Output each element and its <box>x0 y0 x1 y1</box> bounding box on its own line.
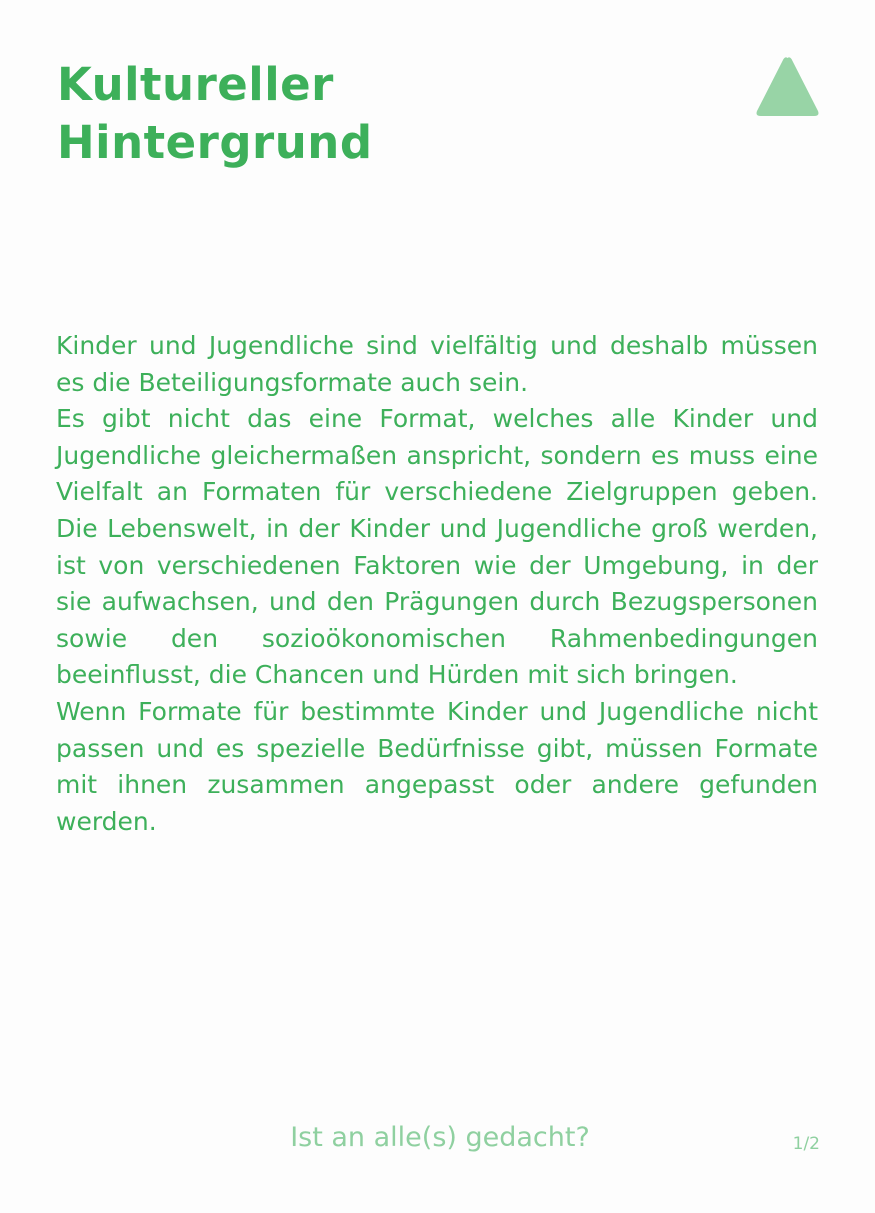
body-paragraph-1: Kinder und Jugendliche sind vielfältig und deshalb müssen es die Beteiligungsformate auch sein. <box>56 331 818 397</box>
triangle-icon <box>754 55 821 118</box>
page-indicator: 1/2 <box>792 1134 820 1154</box>
footer-question: Ist an alle(s) gedacht? <box>290 1122 590 1153</box>
card-title-line-2: Hintergrund <box>57 116 373 169</box>
body-paragraph-3: Wenn Formate für bestimmte Kinder und Jugendliche nicht passen und es spezielle Bedürfnisse gibt, müssen Formate mit ihnen zusammen angepasst oder andere gefunden werden. <box>56 696 818 836</box>
card-body <box>56 328 818 840</box>
body-paragraph-2: Es gibt nicht das eine Format, welches alle Kinder und Jugendliche gleichermaßen anspricht, sondern es muss eine Vielfalt an Formaten für verschiedene Zielgruppen geben. Die Lebenswelt, in der Kinder und Jugendliche groß werden, ist von verschiedenen Faktoren wie der Umgebung, in der sie aufwachsen, und den Prägungen durch Bezugspersonen sowie den sozioökonomischen Rahmenbedingungen beeinflusst, die Chancen und Hürden mit sich bringen. <box>56 404 818 690</box>
card-title-line-1: Kultureller <box>57 58 334 111</box>
card-title <box>57 56 577 172</box>
